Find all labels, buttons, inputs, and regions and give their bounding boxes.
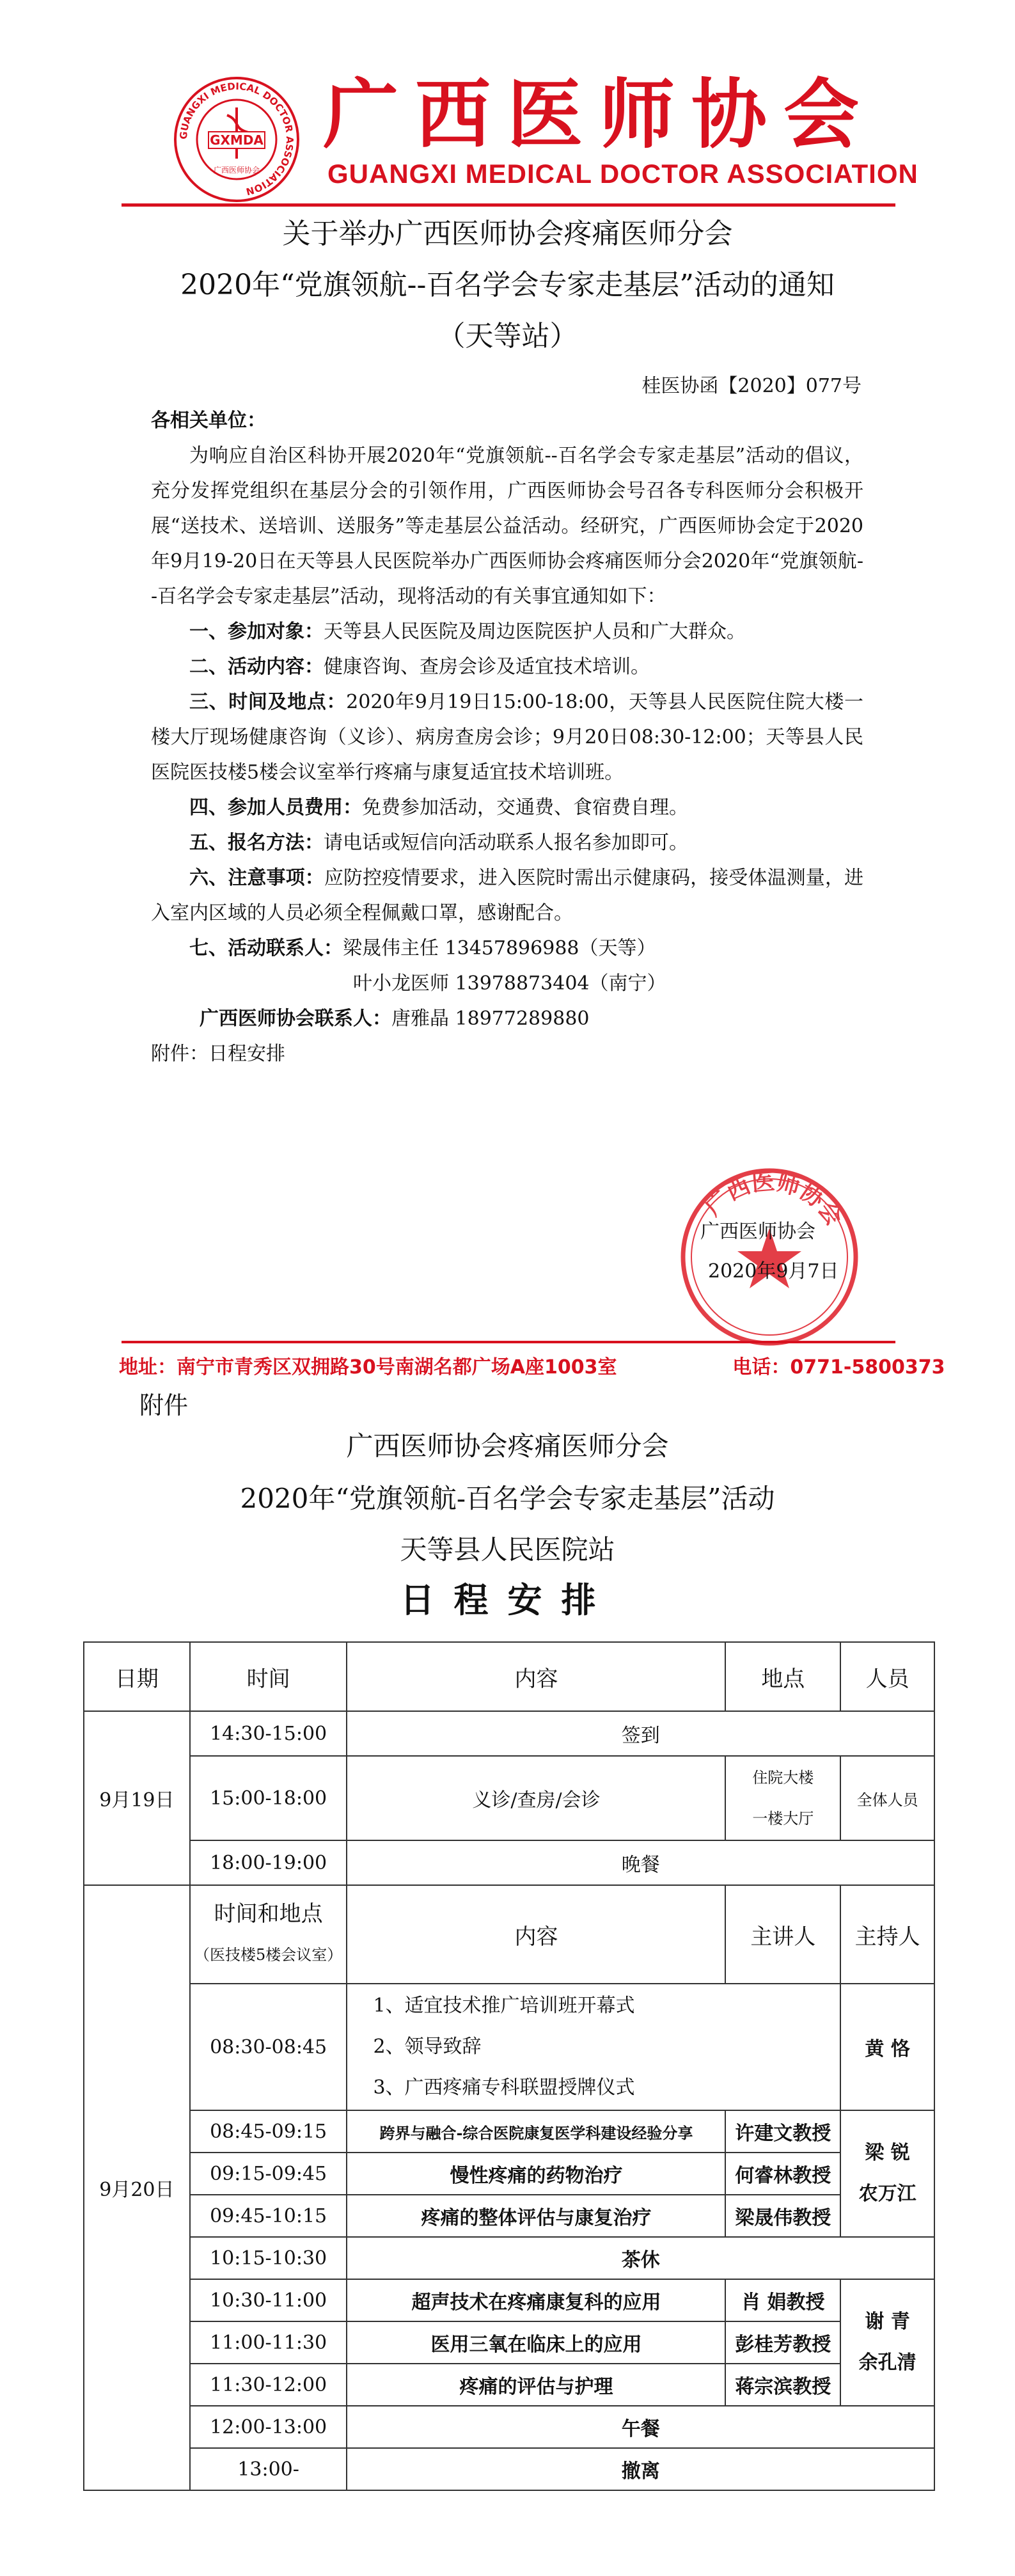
notice-title-line3: （天等站） [437, 320, 578, 352]
schedule-table [83, 1641, 935, 2491]
table-cell-time: 11:00-11:30 [190, 2321, 347, 2364]
assoc-contact: 广西医师协会联系人：唐雅晶 18977289880 [200, 1007, 590, 1030]
table-cell-time: 13:00- [190, 2448, 347, 2490]
table-cell-content: 1、适宜技术推广培训班开幕式 2、领导致辞 3、广西疼痛专科联盟授牌仪式 [347, 1984, 840, 2110]
day2-header-content: 内容 [347, 1885, 725, 1984]
table-row [84, 1711, 934, 1756]
table-cell-time: 09:45-10:15 [190, 2195, 347, 2237]
contact-2: 叶小龙医师 13978873404（南宁） [353, 972, 666, 995]
table-cell-topic: 医用三氧在临床上的应用 [347, 2321, 725, 2364]
item-participants: 一、参加对象：天等县人民医院及周边医院医护人员和广大群众。 [189, 620, 746, 643]
table-cell-topic: 慢性疼痛的药物治疗 [347, 2153, 725, 2195]
table-row [84, 1840, 934, 1885]
table-cell-content: 晚餐 [347, 1840, 934, 1885]
item-registration: 五、报名方法：请电话或短信向活动联系人报名参加即可。 [189, 832, 688, 854]
signature-date: 2020年9月7日 [708, 1260, 839, 1283]
day1-date: 9月19日 [84, 1711, 190, 1885]
table-cell-time: 10:30-11:00 [190, 2279, 347, 2321]
table-cell-person: 全体人员 [840, 1756, 934, 1840]
table-cell-time: 12:00-13:00 [190, 2406, 347, 2448]
notice-body [151, 403, 863, 1071]
header-divider [122, 203, 895, 207]
table-row [84, 2321, 934, 2364]
org-name-en: GUANGXI MEDICAL DOCTOR ASSOCIATION [327, 159, 918, 189]
table-row [84, 1984, 934, 2110]
table-cell-time: 18:00-19:00 [190, 1840, 347, 1885]
table-cell-content: 撤离 [347, 2448, 934, 2490]
item-fees: 四、参加人员费用：免费参加活动，交通费、食宿费自理。 [189, 796, 688, 819]
table-cell-speaker: 肖 娟教授 [725, 2279, 840, 2321]
table-cell-host: 梁 锐 农万江 [840, 2110, 934, 2237]
header-person: 人员 [840, 1642, 934, 1711]
svg-text:广西医师协会: 广西医师协会 [213, 166, 260, 175]
salutation: 各相关单位： [151, 409, 266, 432]
svg-text:广西医师协会: 广西医师协会 [700, 1168, 847, 1231]
document-number: 桂医协函【2020】077号 [641, 375, 862, 397]
table-row [84, 1756, 934, 1840]
table-cell-speaker: 何睿林教授 [725, 2153, 840, 2195]
annex-title-line2: 2020年“党旗领航-百名学会专家走基层”活动 [240, 1483, 775, 1514]
table-cell-topic: 超声技术在疼痛康复科的应用 [347, 2279, 725, 2321]
item-notes: 六、注意事项：应防控疫情要求，进入医院时需出示健康码，接受体温测量，进入室内区域的人员必须全程佩戴口罩，感谢配合。 [151, 867, 864, 924]
annex-title-line1: 广西医师协会疼痛医师分会 [346, 1430, 669, 1462]
table-cell-time: 14:30-15:00 [190, 1711, 347, 1756]
header-date: 日期 [84, 1642, 190, 1711]
org-name-cn: 广西医师协会 [323, 70, 876, 159]
table-cell-time: 10:15-10:30 [190, 2237, 347, 2279]
table-cell-time: 15:00-18:00 [190, 1756, 347, 1840]
table-row [84, 2195, 934, 2237]
association-logo-icon [173, 75, 301, 203]
header-place: 地点 [725, 1642, 840, 1711]
intro-paragraph: 为响应自治区科协开展2020年“党旗领航--百名学会专家走基层”活动的倡议，充分发挥党组织在基层分会的引领作用，广西医师协会号召各专科医师分会积极开展“送技术、送培训、送服务”等走基层公益活动。经研究，广西医师协会定于2020年9月19-20日在天等县人民医院举办广西医师协会疼痛医师分会2020年“党旗领航--百名学会专家走基层”活动，现将活动的有关事宜通知如下： [151, 445, 863, 608]
table-cell-content: 茶休 [347, 2237, 934, 2279]
table-row [84, 2406, 934, 2448]
table-cell-speaker: 蒋宗滨教授 [725, 2364, 840, 2406]
footer-divider [122, 1341, 895, 1343]
table-cell-time: 11:30-12:00 [190, 2364, 347, 2406]
table-cell-speaker: 梁晟伟教授 [725, 2195, 840, 2237]
svg-text:GUANGXI MEDICAL DOCTOR ASSOCIA: GUANGXI MEDICAL DOCTOR ASSOCIATION [177, 80, 296, 198]
day2-header-speaker: 主讲人 [725, 1885, 840, 1984]
table-cell-speaker: 彭桂芳教授 [725, 2321, 840, 2364]
footer-contact [119, 1351, 945, 1379]
notice-title-line2: 2020年“党旗领航--百名学会专家走基层”活动的通知 [180, 269, 835, 301]
table-cell-host: 黄 恪 [840, 1984, 934, 2110]
table-row [84, 2448, 934, 2490]
table-cell-content: 午餐 [347, 2406, 934, 2448]
table-cell-host: 谢 青 余孔清 [840, 2279, 934, 2406]
annex-title-line3: 天等县人民医院站 [400, 1534, 615, 1565]
table-row [84, 2153, 934, 2195]
day2-header-time: 时间和地点 （医技楼5楼会议室） [190, 1885, 347, 1984]
item-contacts: 七、活动联系人：梁晟伟主任 13457896988（天等） [189, 937, 656, 960]
table-cell-topic: 疼痛的评估与护理 [347, 2364, 725, 2406]
table-header-row [84, 1642, 934, 1711]
table-cell-speaker: 许建文教授 [725, 2110, 840, 2153]
day2-header-row [84, 1885, 934, 1984]
item-content: 二、活动内容：健康咨询、查房会诊及适宜技术培训。 [189, 656, 650, 678]
table-cell-place: 住院大楼 一楼大厅 [725, 1756, 840, 1840]
annex-label: 附件 [139, 1391, 189, 1419]
footer-phone: 电话：0771-5800373 [732, 1356, 945, 1379]
schedule-title: 日程安排 [400, 1580, 615, 1620]
signature-org: 广西医师协会 [700, 1221, 815, 1243]
table-cell-time: 09:15-09:45 [190, 2153, 347, 2195]
table-row [84, 2110, 934, 2153]
footer-address: 地址：南宁市青秀区双拥路30号南湖名都广场A座1003室 [119, 1356, 617, 1379]
item-time-place: 三、时间及地点：2020年9月19日15:00-18:00，天等县人民医院住院大楼一楼大厅现场健康咨询（义诊）、病房查房会诊；9月20日08:30-12:00；天等县人民医院医技楼5楼会议室举行疼痛与康复适宜技术培训班。 [151, 691, 864, 784]
attachment-note: 附件：日程安排 [151, 1043, 285, 1065]
table-cell-time: 08:30-08:45 [190, 1984, 347, 2110]
table-row [84, 2364, 934, 2406]
svg-text:GXMDA: GXMDA [210, 132, 264, 148]
day2-header-host: 主持人 [840, 1885, 934, 1984]
table-row [84, 2279, 934, 2321]
day2-date: 9月20日 [84, 1885, 190, 2490]
notice-title-line1: 关于举办广西医师协会疼痛医师分会 [282, 217, 733, 250]
table-cell-time: 08:45-09:15 [190, 2110, 347, 2153]
header-time: 时间 [190, 1642, 347, 1711]
table-cell-topic: 跨界与融合-综合医院康复医学科建设经验分享 [347, 2110, 725, 2153]
table-cell-content: 签到 [347, 1711, 934, 1756]
table-row [84, 2237, 934, 2279]
table-cell-content: 义诊/查房/会诊 [347, 1756, 725, 1840]
table-cell-topic: 疼痛的整体评估与康复治疗 [347, 2195, 725, 2237]
header-content: 内容 [347, 1642, 725, 1711]
